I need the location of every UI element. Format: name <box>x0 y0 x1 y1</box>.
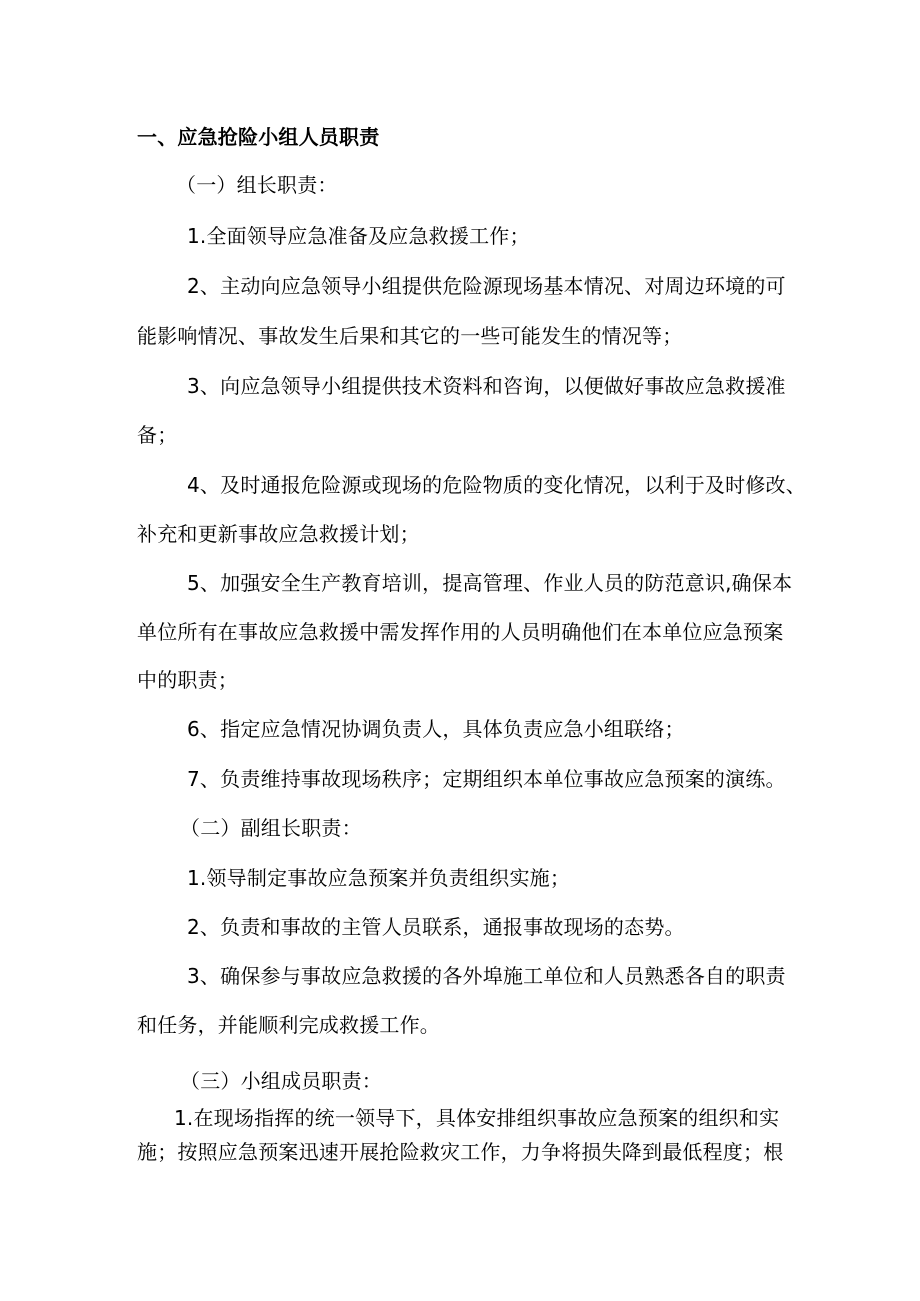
paragraph-1-5-line2: 单位所有在事故应急救援中需发挥作用的人员明确他们在本单位应急预案 <box>137 620 784 644</box>
paragraph-1-5-line3: 中的职责； <box>137 668 238 692</box>
section-heading-3: （三）小组成员职责： <box>180 1069 382 1093</box>
paragraph-1-2-line1: 2、主动向应急领导小组提供危险源现场基本情况、对周边环境的可 <box>187 274 786 298</box>
paragraph-2-1: 1.领导制定事故应急预案并负责组织实施； <box>187 866 571 890</box>
paragraph-1-1: 1.全面领导应急准备及应急救援工作； <box>187 224 530 248</box>
paragraph-1-6: 6、指定应急情况协调负责人，具体负责应急小组联络； <box>187 717 685 741</box>
paragraph-1-3-line2: 备； <box>137 423 178 447</box>
paragraph-3-1-line1: 1.在现场指挥的统一领导下，具体安排组织事故应急预案的组织和实 <box>174 1106 780 1130</box>
paragraph-1-5-line1: 5、加强安全生产教育培训，提高管理、作业人员的防范意识,确保本 <box>187 571 793 595</box>
document-title: 一、应急抢险小组人员职责 <box>137 125 380 149</box>
paragraph-1-4-line2: 补充和更新事故应急救援计划； <box>137 522 420 546</box>
paragraph-2-2: 2、负责和事故的主管人员联系，通报事故现场的态势。 <box>187 915 685 939</box>
paragraph-2-3-line1: 3、确保参与事故应急救援的各外埠施工单位和人员熟悉各自的职责 <box>187 964 786 988</box>
paragraph-1-3-line1: 3、向应急领导小组提供技术资料和咨询，以便做好事故应急救援准 <box>187 374 786 398</box>
paragraph-3-1-line2: 施；按照应急预案迅速开展抢险救灾工作，力争将损失降到最低程度；根 <box>137 1140 784 1164</box>
paragraph-1-7: 7、负责维持事故现场秩序；定期组织本单位事故应急预案的演练。 <box>187 767 786 791</box>
section-heading-2: （二）副组长职责： <box>180 816 362 840</box>
paragraph-1-4-line1: 4、及时通报危险源或现场的危险物质的变化情况，以利于及时修改、 <box>187 473 806 497</box>
section-heading-1: （一）组长职责： <box>176 173 338 197</box>
paragraph-1-2-line2: 能影响情况、事故发生后果和其它的一些可能发生的情况等； <box>137 324 683 348</box>
paragraph-2-3-line2: 和任务，并能顺利完成救援工作。 <box>137 1013 440 1037</box>
